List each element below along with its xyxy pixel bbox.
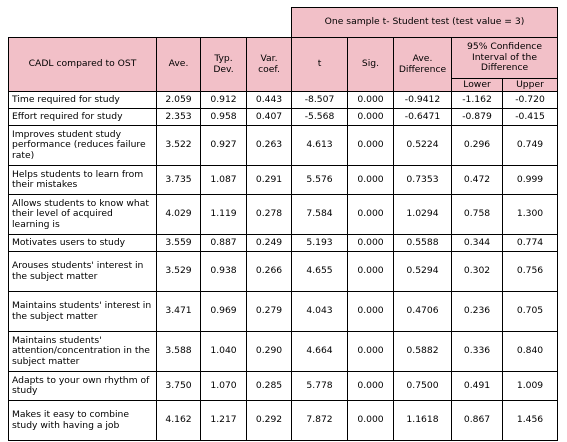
cell-ave: 3.559 — [157, 235, 201, 252]
cell-typ-dev: 0.927 — [201, 126, 247, 166]
cell-typ-dev: 0.887 — [201, 235, 247, 252]
cell-t: 5.778 — [292, 372, 348, 401]
cell-ave-diff: -0.6471 — [394, 109, 452, 126]
row-label: Adapts to your own rhythm of study — [9, 372, 157, 401]
cell-t: 4.043 — [292, 292, 348, 332]
row-label: Time required for study — [9, 92, 157, 109]
cell-t: 4.613 — [292, 126, 348, 166]
cell-lower: 0.867 — [452, 401, 503, 441]
cell-sig: 0.000 — [348, 252, 394, 292]
cell-t: 4.655 — [292, 252, 348, 292]
cell-ave: 3.588 — [157, 332, 201, 372]
cell-t: 5.193 — [292, 235, 348, 252]
table-row — [9, 126, 558, 166]
cell-upper: 1.009 — [503, 372, 558, 401]
cell-lower: 0.344 — [452, 235, 503, 252]
cell-typ-dev: 1.217 — [201, 401, 247, 441]
cell-sig: 0.000 — [348, 195, 394, 235]
cell-sig: 0.000 — [348, 166, 394, 195]
cell-lower: 0.491 — [452, 372, 503, 401]
cell-sig: 0.000 — [348, 292, 394, 332]
cell-ave-diff: 0.5294 — [394, 252, 452, 292]
cell-sig: 0.000 — [348, 372, 394, 401]
table-row — [9, 332, 558, 372]
group-header: One sample t- Student test (test value = 3) — [292, 8, 558, 38]
cell-ave-diff: 1.1618 — [394, 401, 452, 441]
cell-t: -8.507 — [292, 92, 348, 109]
col-header-ave: Ave. — [157, 38, 201, 92]
row-label: Allows students to know what their level of acquired learning is — [9, 195, 157, 235]
cell-typ-dev: 0.938 — [201, 252, 247, 292]
cell-upper: -0.720 — [503, 92, 558, 109]
cell-upper: 0.749 — [503, 126, 558, 166]
table-row — [9, 92, 558, 109]
cell-typ-dev: 1.070 — [201, 372, 247, 401]
cell-t: 4.664 — [292, 332, 348, 372]
cell-lower: -1.162 — [452, 92, 503, 109]
group-header-row — [9, 8, 558, 38]
row-label: Maintains students' interest in the subject matter — [9, 292, 157, 332]
cell-upper: 0.756 — [503, 252, 558, 292]
col-header-var-coef: Var. coef. — [247, 38, 292, 92]
cell-var-coef: 0.291 — [247, 166, 292, 195]
col-header-t: t — [292, 38, 348, 92]
cell-lower: 0.472 — [452, 166, 503, 195]
cell-upper: 0.705 — [503, 292, 558, 332]
cell-upper: 1.300 — [503, 195, 558, 235]
cell-sig: 0.000 — [348, 332, 394, 372]
cell-ave-diff: 0.5224 — [394, 126, 452, 166]
table-row — [9, 109, 558, 126]
row-label: Effort required for study — [9, 109, 157, 126]
cell-var-coef: 0.443 — [247, 92, 292, 109]
cell-ave-diff: 0.4706 — [394, 292, 452, 332]
table-row — [9, 195, 558, 235]
cell-t: 5.576 — [292, 166, 348, 195]
row-label: Motivates users to study — [9, 235, 157, 252]
cell-lower: 0.296 — [452, 126, 503, 166]
col-header-sig: Sig. — [348, 38, 394, 92]
cell-var-coef: 0.249 — [247, 235, 292, 252]
cell-sig: 0.000 — [348, 109, 394, 126]
cell-upper: 1.456 — [503, 401, 558, 441]
results-table-container — [8, 7, 558, 441]
cell-ave: 3.522 — [157, 126, 201, 166]
row-label: Makes it easy to combine study with having a job — [9, 401, 157, 441]
cell-ave: 2.353 — [157, 109, 201, 126]
header-spacer — [9, 8, 292, 38]
cell-typ-dev: 0.969 — [201, 292, 247, 332]
cell-upper: -0.415 — [503, 109, 558, 126]
cell-typ-dev: 1.040 — [201, 332, 247, 372]
cell-ave: 3.735 — [157, 166, 201, 195]
cell-sig: 0.000 — [348, 126, 394, 166]
table-row — [9, 372, 558, 401]
cell-lower: 0.758 — [452, 195, 503, 235]
row-label: Maintains students' attention/concentration in the subject matter — [9, 332, 157, 372]
cell-var-coef: 0.407 — [247, 109, 292, 126]
table-row — [9, 235, 558, 252]
cell-var-coef: 0.266 — [247, 252, 292, 292]
cell-lower: -0.879 — [452, 109, 503, 126]
table-row — [9, 166, 558, 195]
cell-sig: 0.000 — [348, 235, 394, 252]
cell-ave: 4.162 — [157, 401, 201, 441]
col-header-ci: 95% Confidence Interval of the Difference — [452, 38, 558, 79]
cell-t: -5.568 — [292, 109, 348, 126]
table-row — [9, 292, 558, 332]
cell-ave-diff: 0.5882 — [394, 332, 452, 372]
cell-ave-diff: 0.7500 — [394, 372, 452, 401]
cell-sig: 0.000 — [348, 92, 394, 109]
cell-var-coef: 0.292 — [247, 401, 292, 441]
cell-upper: 0.999 — [503, 166, 558, 195]
cell-var-coef: 0.279 — [247, 292, 292, 332]
row-label: Helps students to learn from their mistakes — [9, 166, 157, 195]
cell-typ-dev: 0.912 — [201, 92, 247, 109]
cell-lower: 0.336 — [452, 332, 503, 372]
cell-var-coef: 0.285 — [247, 372, 292, 401]
col-header-typ-dev: Typ. Dev. — [201, 38, 247, 92]
table-row — [9, 252, 558, 292]
col-header-ave-diff: Ave. Difference — [394, 38, 452, 92]
cell-lower: 0.236 — [452, 292, 503, 332]
cell-ave: 3.529 — [157, 252, 201, 292]
cell-ave-diff: 0.5588 — [394, 235, 452, 252]
cell-ave: 3.471 — [157, 292, 201, 332]
cell-typ-dev: 1.087 — [201, 166, 247, 195]
cell-var-coef: 0.290 — [247, 332, 292, 372]
cell-upper: 0.840 — [503, 332, 558, 372]
table-body — [9, 92, 558, 441]
cell-lower: 0.302 — [452, 252, 503, 292]
cell-ave: 2.059 — [157, 92, 201, 109]
cell-typ-dev: 1.119 — [201, 195, 247, 235]
cell-var-coef: 0.278 — [247, 195, 292, 235]
row-label: Improves student study performance (reduces failure rate) — [9, 126, 157, 166]
cell-t: 7.872 — [292, 401, 348, 441]
column-header-row — [9, 38, 558, 79]
row-label: Arouses students' interest in the subject matter — [9, 252, 157, 292]
col-header-label: CADL compared to OST — [9, 38, 157, 92]
cell-ave: 3.750 — [157, 372, 201, 401]
table-row — [9, 401, 558, 441]
col-header-lower: Lower — [452, 79, 503, 92]
cell-sig: 0.000 — [348, 401, 394, 441]
cell-upper: 0.774 — [503, 235, 558, 252]
cell-ave-diff: 1.0294 — [394, 195, 452, 235]
col-header-upper: Upper — [503, 79, 558, 92]
cell-typ-dev: 0.958 — [201, 109, 247, 126]
cell-ave: 4.029 — [157, 195, 201, 235]
cell-var-coef: 0.263 — [247, 126, 292, 166]
cell-ave-diff: -0.9412 — [394, 92, 452, 109]
cell-ave-diff: 0.7353 — [394, 166, 452, 195]
cell-t: 7.584 — [292, 195, 348, 235]
t-test-results-table — [8, 7, 558, 441]
